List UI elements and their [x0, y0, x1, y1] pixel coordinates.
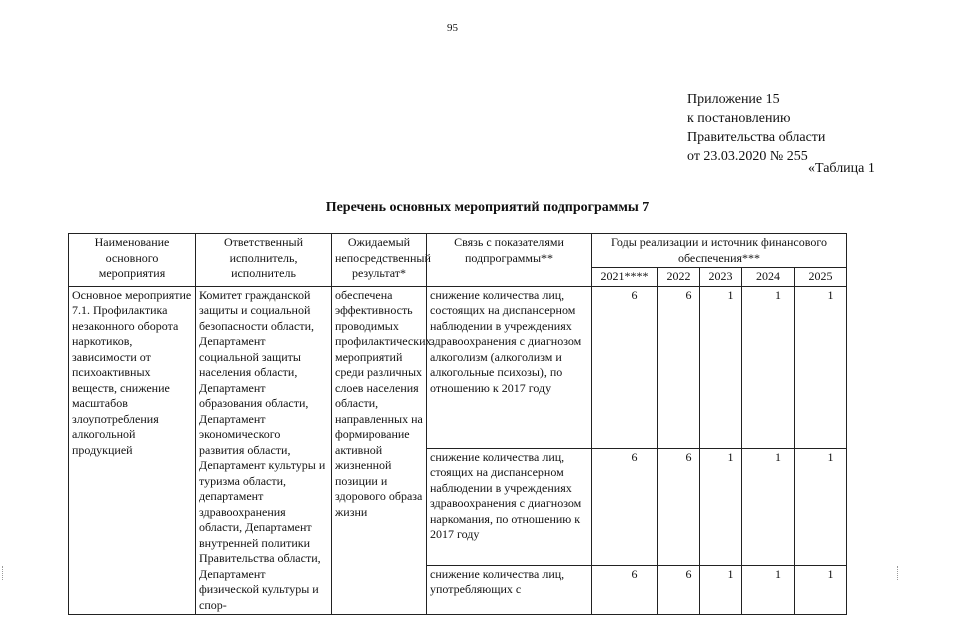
value-cell	[658, 286, 700, 448]
value-cell	[658, 565, 700, 614]
value-cell	[592, 286, 658, 448]
value-text: 1	[827, 287, 834, 302]
value-cell	[795, 448, 847, 565]
value-text: 1	[775, 566, 781, 581]
value-text: 6	[631, 566, 638, 581]
value-cell	[742, 286, 795, 448]
value-cell	[592, 565, 658, 614]
link-cell: снижение количества лиц, состоящих на диспансерном наблюдении в учреждениях здравоохранения с диагнозом алкоголизм (алкоголизм и алкогольные психозы), по отношению к 2017 году	[427, 286, 592, 448]
header-executor: Ответственный исполнитель, исполнитель	[196, 234, 332, 287]
table-clip	[68, 233, 848, 612]
value-text: 1	[775, 287, 781, 302]
header-link: Связь с показателями подпрограммы**	[427, 234, 592, 287]
value-cell	[742, 448, 795, 565]
header-year: 2022	[658, 268, 700, 287]
value-text: 6	[685, 449, 692, 464]
appendix-line: от 23.03.2020 № 255	[687, 149, 808, 164]
appendix-line: Приложение 15	[687, 92, 780, 107]
scan-edge-mark	[897, 566, 902, 580]
value-cell	[700, 448, 742, 565]
header-name: Наименование основного мероприятия	[69, 234, 196, 287]
link-cell: снижение количества лиц, употребляющих с	[427, 565, 592, 614]
appendix-line: Правительства области	[687, 130, 826, 145]
result-cell: обеспечена эффективность проводимых профилактических мероприятий среди различных слоев населения области, направленных на формирование активной жизненной позиции и здорового образа жизни	[332, 286, 427, 615]
value-cell	[592, 448, 658, 565]
header-year: 2023	[700, 268, 742, 287]
link-cell: снижение количества лиц, стоящих на диспансерном наблюдении в учреждениях здравоохранения с диагнозом наркомания, по отношению к 2017 году	[427, 448, 592, 565]
value-cell	[700, 286, 742, 448]
header-year: 2025	[795, 268, 847, 287]
value-text: 6	[631, 287, 638, 302]
document-title: Перечень основных мероприятий подпрограммы 7	[325, 200, 650, 215]
value-cell	[795, 565, 847, 614]
executor-cell: Комитет гражданской защиты и социальной безопасности области, Департамент социальной защиты населения области, Департамент образования области, Департамент экономического развития области, Департамент культуры и туризма области, департамент здравоохранения области, Департамент внутренней политики Правительства области, Департамент физической культуры и спор-	[196, 286, 332, 615]
value-cell	[658, 448, 700, 565]
table-label: «Таблица 1	[808, 161, 875, 176]
value-text: 1	[775, 449, 781, 464]
page-number: 95	[447, 22, 458, 34]
value-text: 6	[685, 287, 692, 302]
value-text: 1	[827, 566, 834, 581]
appendix-block	[687, 90, 825, 166]
value-text: 1	[727, 566, 734, 581]
header-years-group: Годы реализации и источник финансового обеспечения***	[592, 234, 847, 268]
table-row	[69, 286, 847, 448]
header-year: 2021****	[592, 268, 658, 287]
value-text: 1	[727, 449, 734, 464]
scan-edge-mark	[2, 566, 7, 580]
value-text: 6	[631, 449, 638, 464]
value-cell	[795, 286, 847, 448]
header-result: Ожидаемый непосредственный результат*	[332, 234, 427, 287]
value-text: 6	[685, 566, 692, 581]
value-text: 1	[827, 449, 834, 464]
activities-table	[68, 233, 847, 615]
value-cell	[700, 565, 742, 614]
value-cell	[742, 565, 795, 614]
activity-name-cell: Основное мероприятие 7.1. Профилактика незаконного оборота наркотиков, зависимости от психоактивных веществ, снижение масштабов злоупотребления алкогольной продукцией	[69, 286, 196, 615]
appendix-line: к постановлению	[687, 111, 791, 126]
header-year: 2024	[742, 268, 795, 287]
value-text: 1	[727, 287, 734, 302]
